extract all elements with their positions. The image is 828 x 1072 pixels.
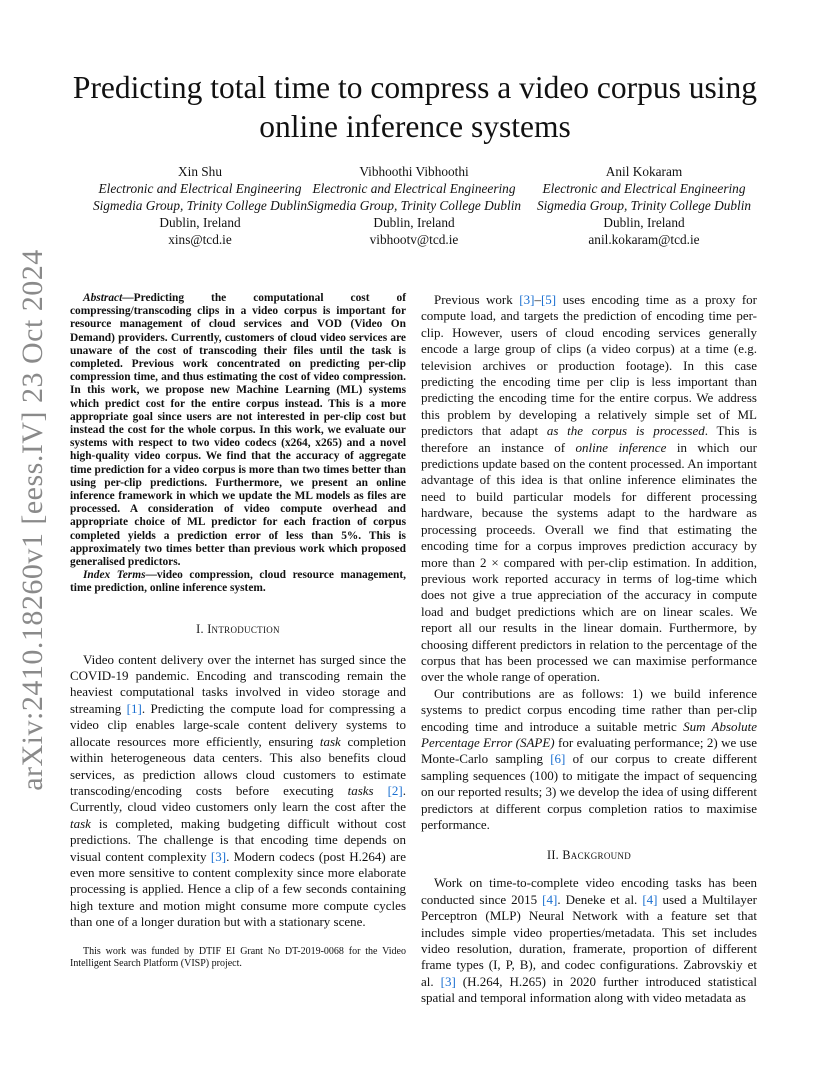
- citation-link[interactable]: [5]: [540, 292, 557, 307]
- author-group: Sigmedia Group, Trinity College Dublin: [536, 198, 752, 213]
- citation-link[interactable]: [3]: [440, 973, 456, 989]
- author-email: xins@tcd.ie: [168, 232, 232, 247]
- citation-link[interactable]: [1]: [126, 700, 142, 716]
- author-department: Electronic and Electrical Engineering: [542, 181, 746, 196]
- index-terms: [70, 569, 406, 595]
- citation-link[interactable]: [6]: [550, 751, 566, 767]
- author-name: Xin Shu: [178, 164, 222, 179]
- author-group: Sigmedia Group, Trinity College Dublin: [306, 198, 522, 213]
- author-city: Dublin, Ireland: [373, 215, 455, 230]
- paper-title: Predicting total time to compress a video corpus using online inference systems: [72, 70, 758, 144]
- abstract-label: Abstract: [83, 292, 123, 304]
- author-name: Anil Kokaram: [605, 164, 683, 179]
- abstract: [70, 292, 406, 569]
- index-terms-label: Index Terms: [83, 569, 146, 582]
- author-block-1: [84, 163, 316, 248]
- section-heading-background: II. Background: [546, 848, 632, 863]
- author-department: Electronic and Electrical Engineering: [312, 181, 516, 196]
- right-paragraph-1: Previous work [3]–[5] uses encoding time as a proxy for compute load, and targets the prediction of encoding time per-clip. However, users of cloud encoding services generally encode a large group of clips (a video corpus) at a time (e.g. television archives or production footage). In this case predicting the encoding time per clip is less important than predicting the encoding time for the entire corpus. We address this problem by developing a relatively simple set of ML predictors that adapt as the corpus is processed. This is therefore an instance of online inference in which our predictions update based on the content processed. An important advantage of this idea is that online inference eliminates the need to build particular models for different processing hardware, because the systems adapt to the hardware as processing proceeds. Overall we find that estimating the encoding time for a corpus improves prediction accuracy by more than 2 × compared with per-clip estimation. In addition, previous work reported accuracy in terms of log-time which does not give a true appreciation of the accuracy in compute load and budget predictions which are on linear scales. We report all our results in the linear domain. Furthermore, by choosing different predictors in relation to the percentage of the corpus that has been processed we can maximise performance over the whole range of operation.: [421, 292, 757, 685]
- intro-paragraph: Video content delivery over the internet has surged since the COVID-19 pandemic. Encoding and transcoding remain the heaviest computational tasks involved in video storage and streaming [1]. Predicting the compute load for compressing a video clip enables large-scale content delivery systems to allocate resources more efficiently, ensuring task completion within heterogeneous data centers. This also benefits cloud services, as prediction allows cloud customers to estimate transcoding/encoding costs before executing tasks [2]. Currently, cloud video customers only learn the cost after the task is completed, making budgeting difficult without cost predictions. The challenge is that encoding time depends on visual content complexity [3]. Modern codecs (post H.264) are even more sensitive to content complexity since more elaborate processing is applied. Hence a clip of a few seconds containing high texture and motion might consume more compute cycles than one of a longer duration but with a stationary scene.: [70, 651, 406, 930]
- arxiv-identifier: [8, 249, 58, 791]
- author-email: anil.kokaram@tcd.ie: [588, 232, 700, 247]
- contributions-paragraph: Our contributions are as follows: 1) we build inference systems to predict corpus encoding time rather than per-clip encoding time and introduce a suitable metric Sum Absolute Percentage Error (SAPE) for evaluating performance; 2) we use Monte-Carlo sampling [6] of our corpus to create different sampling sequences (100) to mitigate the impact of sequencing on our reported results; 3) we develop the idea of using different predictors at different corpus completion ratios to maximise performance.: [421, 685, 757, 832]
- section-heading-introduction: I. Introduction: [196, 621, 280, 636]
- author-name: Vibhoothi Vibhoothi: [359, 164, 469, 179]
- arxiv-identifier-text: arXiv:2410.18260v1 [eess.IV] 23 Oct 2024: [16, 249, 49, 791]
- footnote-container: [70, 946, 406, 971]
- citation-link[interactable]: [4]: [642, 891, 658, 907]
- right-column: [421, 292, 757, 1007]
- citation-link[interactable]: [3]: [519, 292, 535, 307]
- author-block-2: [298, 163, 530, 248]
- abstract-text: —Predicting the computational cost of compressing/transcoding clips in a video corpus is important for resource management of cloud services and VOD (Video On Demand) providers. Currently, customers of cloud video services are unaware of the cost of transcoding their files until the task is completed. Previous work concentrated on predicting per-clip compression time, and thus estimating the cost of video compression. In this work, we propose new Machine Learning (ML) systems which predict cost for the entire corpus instead. This is a more appropriate goal since users are not interested in per-clip cost but instead the cost for the whole corpus. In this work, we evaluate our systems with respect to two video codecs (x264, x265) and a novel high-quality video corpus. We find that the accuracy of aggregate time prediction for a video corpus is more than two times better than using per-clip predictions. Furthermore, we present an online inference framework in which we update the ML models as files are processed. A consideration of video compute overhead and appropriate choice of ML predictor for each fraction of corpus completed yields a prediction error of less than 5%. This is approximately two times better than previous work which proposed generalised predictors.: [70, 292, 406, 569]
- left-column: [70, 292, 406, 931]
- background-paragraph: Work on time-to-complete video encoding tasks has been conducted since 2015 [4]. Deneke et al. [4] used a Multilayer Perceptron (MLP) Neural Network with a feature set that includes simple video properties/metadata. This set includes video resolution, duration, framerate, proportion of different frame types (I, P, B), and codec configurations. Zabrovskiy et al. [3] (H.264, H.265) in 2020 further introduced statistical spatial and temporal information along with video metadata as: [421, 875, 758, 1006]
- citation-link[interactable]: [2]: [387, 782, 403, 798]
- author-block-3: [528, 163, 760, 248]
- author-email: vibhootv@tcd.ie: [369, 232, 459, 247]
- author-group: Sigmedia Group, Trinity College Dublin: [92, 198, 308, 213]
- author-city: Dublin, Ireland: [159, 215, 241, 230]
- index-terms-text: —video compression, cloud resource management, time prediction, online inference system.: [70, 569, 406, 595]
- author-city: Dublin, Ireland: [603, 215, 685, 230]
- citation-link[interactable]: [4]: [542, 891, 558, 907]
- funding-footnote: This work was funded by DTIF EI Grant No DT-2019-0068 for the Video Intelligent Search Platform (VISP) project.: [70, 946, 406, 970]
- citation-link[interactable]: [3]: [210, 848, 227, 864]
- author-department: Electronic and Electrical Engineering: [98, 181, 302, 196]
